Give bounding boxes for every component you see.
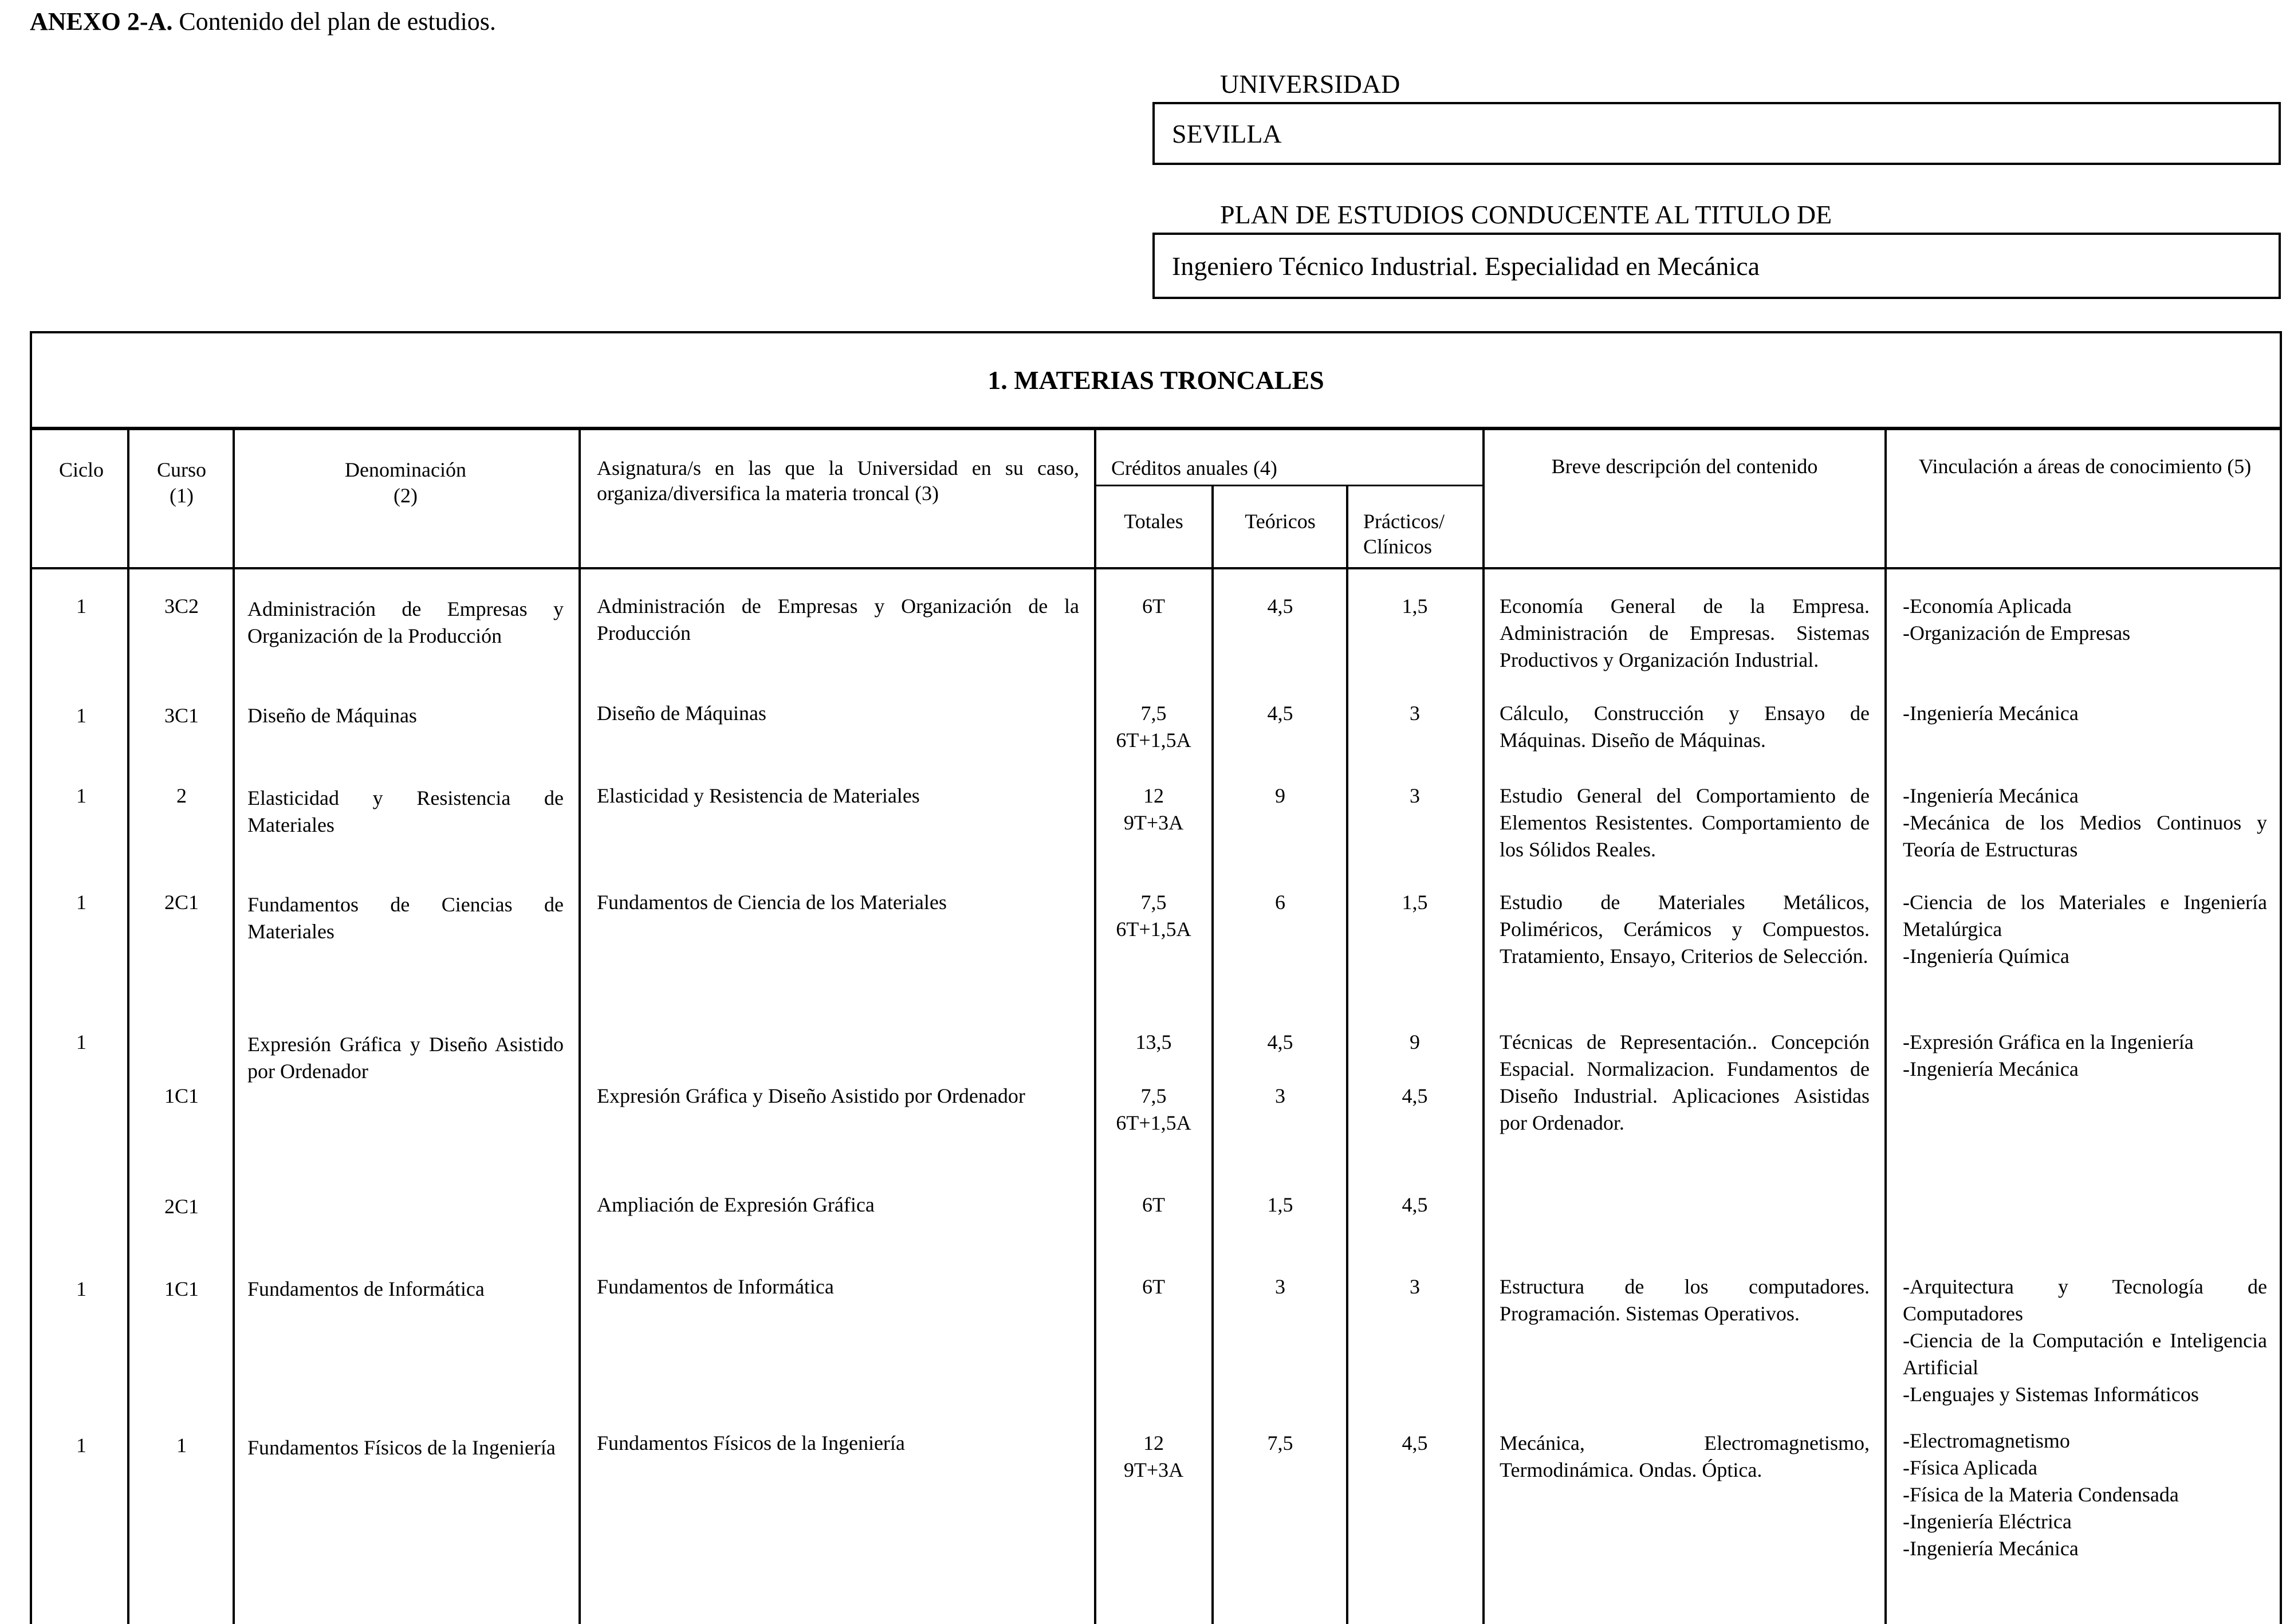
cell-curso: 1C1 — [164, 1277, 199, 1300]
cell-totales — [1096, 1083, 1211, 1137]
col-header-asignatura: Asignatura/s en las que la Universidad en su caso, organiza/diversifica la materia troncal (3) — [597, 457, 1079, 505]
cell-vinculacion — [1903, 889, 2267, 970]
cell-teoricos: 6 — [1275, 891, 1285, 914]
cell-curso: 1 — [176, 1434, 187, 1457]
col-header-curso-note: (1) — [170, 484, 194, 507]
col-header-vinculacion: Vinculación a áreas de conocimiento (5) — [1918, 455, 2252, 478]
col-divider — [579, 430, 581, 1624]
cell-ciclo: 1 — [76, 1434, 86, 1457]
area-item: -Ingeniería Química — [1903, 945, 2069, 968]
cell-practicos: 1,5 — [1402, 891, 1428, 914]
area-item: -Ingeniería Mecánica — [1903, 1537, 2079, 1560]
cell-teoricos: 4,5 — [1267, 595, 1293, 618]
area-item: -Expresión Gráfica en la Ingeniería — [1903, 1031, 2194, 1053]
area-item: -Economía Aplicada — [1903, 595, 2072, 618]
cell-ciclo: 1 — [76, 1277, 86, 1300]
university-label: UNIVERSIDAD — [1220, 69, 1400, 99]
section-divider — [30, 427, 2282, 430]
cell-descripcion: Mecánica, Electromagnetismo, Termodinámica. Ondas. Óptica. — [1500, 1432, 1870, 1481]
col-header-totales: Totales — [1124, 510, 1183, 533]
cell-ciclo: 1 — [76, 891, 86, 914]
col-divider — [1346, 486, 1348, 1624]
cell-denominacion: Fundamentos Físicos de la Ingeniería — [247, 1436, 556, 1459]
cell-totales: 13,5 — [1135, 1031, 1172, 1053]
area-item: -Física Aplicada — [1903, 1456, 2037, 1479]
cell-totales — [1096, 782, 1211, 836]
cell-practicos: 4,5 — [1402, 1084, 1428, 1107]
area-item: -Ingeniería Eléctrica — [1903, 1510, 2072, 1533]
cell-totales — [1096, 700, 1211, 754]
cell-ciclo: 1 — [76, 1031, 86, 1053]
col-divider — [1884, 430, 1887, 1624]
cell-vinculacion — [1903, 1029, 2267, 1083]
cell-teoricos: 4,5 — [1267, 702, 1293, 725]
cell-teoricos: 3 — [1275, 1084, 1285, 1107]
cell-descripcion: Estudio General del Comportamiento de Elementos Resistentes. Comportamiento de los Sólidos Reales. — [1500, 784, 1870, 861]
plan-label: PLAN DE ESTUDIOS CONDUCENTE AL TITULO DE — [1220, 200, 1832, 229]
cell-practicos: 3 — [1410, 1275, 1420, 1298]
totales-value: 7,5 — [1140, 1084, 1167, 1107]
cell-denominacion: Fundamentos de Ciencias de Materiales — [247, 893, 564, 943]
cell-asignatura: Administración de Empresas y Organización de la Producción — [597, 595, 1079, 644]
university-box — [1152, 102, 2281, 165]
cell-descripcion: Cálculo, Construcción y Ensayo de Máquinas. Diseño de Máquinas. — [1500, 702, 1870, 752]
cell-asignatura: Fundamentos de Informática — [597, 1275, 834, 1298]
totales-value: 12 — [1143, 1432, 1164, 1454]
cell-teoricos: 3 — [1275, 1275, 1285, 1298]
cell-curso: 3C1 — [164, 704, 199, 727]
cell-vinculacion — [1903, 1273, 2267, 1408]
area-item: -Ingeniería Mecánica — [1903, 784, 2079, 807]
cell-asignatura: Fundamentos Físicos de la Ingeniería — [597, 1432, 905, 1454]
degree-value: Ingeniero Técnico Industrial. Especialidad en Mecánica — [1172, 251, 1760, 281]
cell-practicos: 4,5 — [1402, 1193, 1428, 1216]
cell-descripcion: Economía General de la Empresa. Administración de Empresas. Sistemas Productivos y Organización Industrial. — [1500, 595, 1870, 671]
cell-curso: 2 — [176, 784, 187, 807]
area-item: -Ingeniería Mecánica — [1903, 702, 2079, 725]
area-item: -Electromagnetismo — [1903, 1429, 2070, 1452]
cell-practicos: 9 — [1410, 1031, 1420, 1053]
col-divider — [1482, 430, 1485, 1624]
col-header-ciclo: Ciclo — [59, 458, 104, 481]
col-header-curso — [133, 457, 230, 509]
cell-curso: 3C2 — [164, 595, 199, 618]
area-item: -Física de la Materia Condensada — [1903, 1483, 2179, 1506]
cell-denominacion: Expresión Gráfica y Diseño Asistido por Ordenador — [247, 1033, 564, 1083]
cell-asignatura: Ampliación de Expresión Gráfica — [597, 1193, 875, 1216]
cell-totales — [1096, 889, 1211, 943]
credits-subheader-rule — [1094, 485, 1482, 486]
cell-totales: 6T — [1142, 1275, 1165, 1298]
annex-caption: Contenido del plan de estudios. — [172, 7, 496, 36]
cell-descripcion: Estructura de los computadores. Programación. Sistemas Operativos. — [1500, 1275, 1870, 1325]
cell-practicos: 4,5 — [1402, 1432, 1428, 1454]
col-header-denominacion-note: (2) — [394, 484, 418, 507]
cell-denominacion: Administración de Empresas y Organización de la Producción — [247, 597, 564, 647]
cell-descripcion: Estudio de Materiales Metálicos, Poliméricos, Cerámicos y Compuestos. Tratamiento, Ensayo, Criterios de Selección. — [1500, 891, 1870, 968]
cell-curso: 1C1 — [164, 1084, 199, 1107]
area-item: -Ciencia de los Materiales e Ingeniería Metalúrgica — [1903, 891, 2267, 941]
cell-asignatura: Expresión Gráfica y Diseño Asistido por Ordenador — [597, 1084, 1025, 1107]
area-item: -Organización de Empresas — [1903, 622, 2131, 644]
cell-ciclo: 1 — [76, 704, 86, 727]
cell-curso: 2C1 — [164, 891, 199, 914]
totales-value: 7,5 — [1140, 891, 1167, 914]
cell-vinculacion — [1903, 1428, 2267, 1562]
cell-denominacion: Elasticidad y Resistencia de Materiales — [247, 787, 564, 836]
cell-teoricos: 7,5 — [1267, 1432, 1293, 1454]
cell-descripcion: Técnicas de Representación.. Concepción Espacial. Normalizacion. Fundamentos de Diseño Industrial. Aplicaciones Asistidas por Ordenador. — [1500, 1031, 1870, 1134]
cell-practicos: 3 — [1410, 702, 1420, 725]
totales-detail: 9T+3A — [1123, 1458, 1184, 1481]
cell-curso: 2C1 — [164, 1195, 199, 1218]
totales-detail: 9T+3A — [1123, 811, 1184, 834]
cell-teoricos: 4,5 — [1267, 1031, 1293, 1053]
cell-teoricos: 9 — [1275, 784, 1285, 807]
totales-value: 7,5 — [1140, 702, 1167, 725]
col-header-teoricos: Teóricos — [1245, 510, 1316, 533]
col-divider — [1211, 486, 1214, 1624]
col-header-descripcion: Breve descripción del contenido — [1551, 455, 1818, 478]
cell-totales — [1096, 1430, 1211, 1484]
cell-ciclo: 1 — [76, 784, 86, 807]
col-header-denominacion-label: Denominación — [345, 458, 466, 481]
totales-value: 12 — [1143, 784, 1164, 807]
cell-ciclo: 1 — [76, 595, 86, 618]
cell-practicos: 3 — [1410, 784, 1420, 807]
cell-vinculacion — [1903, 700, 2267, 727]
col-header-creditos: Créditos anuales (4) — [1111, 457, 1277, 479]
area-item: -Lenguajes y Sistemas Informáticos — [1903, 1383, 2199, 1406]
cell-totales: 6T — [1142, 1193, 1165, 1216]
cell-teoricos: 1,5 — [1267, 1193, 1293, 1216]
cell-totales: 6T — [1142, 595, 1165, 618]
cell-asignatura: Diseño de Máquinas — [597, 702, 766, 725]
col-divider — [127, 430, 129, 1624]
area-item: -Mecánica de los Medios Continuos y Teoría de Estructuras — [1903, 811, 2267, 861]
university-value: SEVILLA — [1172, 119, 1282, 148]
degree-box — [1152, 233, 2281, 299]
section-title: 1. MATERIAS TRONCALES — [987, 365, 1324, 395]
col-header-curso-label: Curso — [156, 458, 206, 481]
cell-vinculacion — [1903, 593, 2267, 647]
cell-asignatura: Elasticidad y Resistencia de Materiales — [597, 784, 920, 807]
totales-detail: 6T+1,5A — [1116, 729, 1191, 752]
totales-detail: 6T+1,5A — [1116, 918, 1191, 941]
annex-label: ANEXO 2-A. — [30, 7, 173, 36]
totales-detail: 6T+1,5A — [1116, 1111, 1191, 1134]
cell-denominacion: Fundamentos de Informática — [247, 1277, 485, 1300]
cell-asignatura: Fundamentos de Ciencia de los Materiales — [597, 891, 947, 914]
cell-denominacion: Diseño de Máquinas — [247, 704, 417, 727]
area-item: -Arquitectura y Tecnología de Computadores — [1903, 1275, 2267, 1325]
col-divider — [233, 430, 235, 1624]
col-header-practicos: Prácticos/ Clínicos — [1363, 510, 1445, 558]
area-item: -Ingeniería Mecánica — [1903, 1057, 2079, 1080]
cell-practicos: 1,5 — [1402, 595, 1428, 618]
area-item: -Ciencia de la Computación e Inteligencia Artificial — [1903, 1329, 2267, 1379]
cell-vinculacion — [1903, 782, 2267, 863]
annex-title — [30, 7, 496, 36]
header-bottom-rule — [30, 567, 2282, 569]
col-header-denominacion — [247, 457, 564, 509]
